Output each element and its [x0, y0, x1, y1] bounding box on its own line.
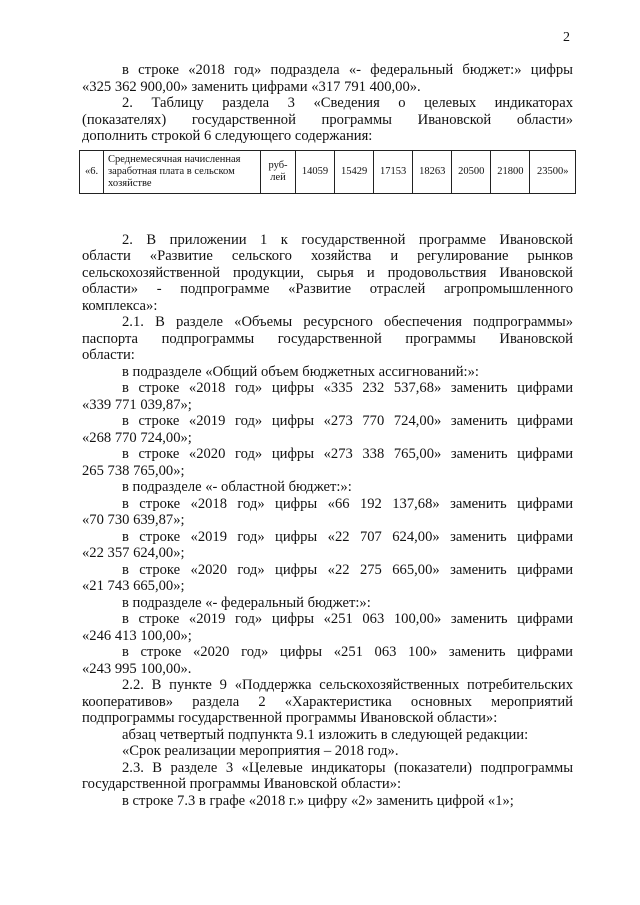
text-line: в строке «2020 год» цифры «273 338 765,00» заменить цифрами	[122, 446, 573, 462]
text-line: 2.3. В разделе 3 «Целевые индикаторы (показатели) подпрограммы	[122, 759, 573, 776]
text-line: «246 413 100,00»;	[82, 627, 192, 644]
value-cell: 21800	[491, 150, 530, 193]
text-line: в строке «2018 год» подраздела «- федеральный бюджет:» цифры	[122, 62, 573, 78]
document-body	[82, 62, 573, 809]
text-line: области «Развитие сельского хозяйства и регулирование рынков	[82, 248, 573, 264]
text-line: «70 730 639,87»;	[82, 512, 185, 528]
value-cell: 17153	[374, 150, 413, 193]
text-line: комплекса»:	[82, 297, 158, 314]
text-line: кооперативов» раздела 2 «Характеристика основных мероприятий	[82, 693, 573, 710]
spacer	[82, 194, 573, 232]
text-line: (показателях) государственной программы Ивановской области»	[82, 111, 573, 128]
value-cell: 23500»	[530, 150, 576, 193]
text-line: «243 995 100,00».	[82, 660, 192, 677]
text-line: сельскохозяйственной продукции, сырья и продовольствия Ивановской	[82, 264, 573, 281]
text-line: в подразделе «- федеральный бюджет:»:	[122, 594, 371, 611]
text-line: в строке 7.3 в графе «2018 г.» цифру «2» заменить цифрой «1»;	[122, 792, 514, 809]
text-line: паспорта подпрограммы государственной программы Ивановской	[82, 330, 573, 347]
text-line: в строке «2019 год» цифры «251 063 100,00» заменить цифрами	[122, 611, 573, 627]
value-cell: 15429	[335, 150, 374, 193]
text-line: «Срок реализации мероприятия – 2018 год».	[122, 743, 399, 759]
text-line: 265 738 765,00»;	[82, 462, 185, 479]
text-line: в строке «2020 год» цифры «22 275 665,00» заменить цифрами	[122, 561, 573, 578]
row-number: «6.	[80, 150, 104, 193]
text-line: «21 743 665,00»;	[82, 578, 185, 594]
text-line: в строке «2019 год» цифры «22 707 624,00» заменить цифрами	[122, 528, 573, 545]
text-line: в строке «2019 год» цифры «273 770 724,00» заменить цифрами	[122, 413, 573, 429]
text-line: 2. Таблицу раздела 3 «Сведения о целевых индикаторах	[122, 95, 573, 111]
text-line: «325 362 900,00» заменить цифрами «317 791 400,00».	[82, 78, 421, 95]
indicator-table	[79, 150, 576, 194]
text-line: подпрограммы государственной программы Ивановской области»:	[82, 710, 498, 726]
text-line: «339 771 039,87»;	[82, 396, 192, 413]
text-line: в строке «2018 год» цифры «335 232 537,68» заменить цифрами	[122, 380, 573, 396]
page-number: 2	[563, 30, 570, 45]
value-cell: 14059	[296, 150, 335, 193]
text-line: 2. В приложении 1 к государственной программе Ивановской	[122, 231, 573, 248]
value-cell: 20500	[452, 150, 491, 193]
text-line: 2.1. В разделе «Объемы ресурсного обеспечения подпрограммы»	[122, 314, 573, 330]
text-line: «22 357 624,00»;	[82, 545, 185, 561]
main-text	[82, 232, 573, 810]
text-line: в подразделе «Общий объем бюджетных ассигнований:»:	[122, 363, 479, 380]
value-cell: 18263	[413, 150, 452, 193]
text-line: в строке «2018 год» цифры «66 192 137,68» заменить цифрами	[122, 495, 573, 512]
text-line: в подразделе «- областной бюджет:»:	[122, 479, 352, 495]
text-line: «268 770 724,00»;	[82, 429, 192, 446]
text-line: дополнить строкой 6 следующего содержания:	[82, 128, 373, 144]
text-line: области:	[82, 347, 135, 363]
intro-section	[82, 62, 573, 145]
text-line: государственной программы Ивановской области»:	[82, 776, 402, 792]
indicator-name: Среднемесячная начисленная заработная плата в сельском хозяйстве	[104, 150, 261, 193]
text-line: области» - подпрограмме «Развитие отраслей агропромышленного	[82, 281, 573, 297]
table-row	[80, 150, 576, 193]
text-line: 2.2. В пункте 9 «Поддержка сельскохозяйственных потребительских	[122, 677, 573, 693]
text-line: абзац четвертый подпункта 9.1 изложить в следующей редакции:	[122, 726, 529, 743]
text-line: в строке «2020 год» цифры «251 063 100» заменить цифрами	[122, 644, 573, 660]
unit-cell: руб-лей	[261, 150, 296, 193]
